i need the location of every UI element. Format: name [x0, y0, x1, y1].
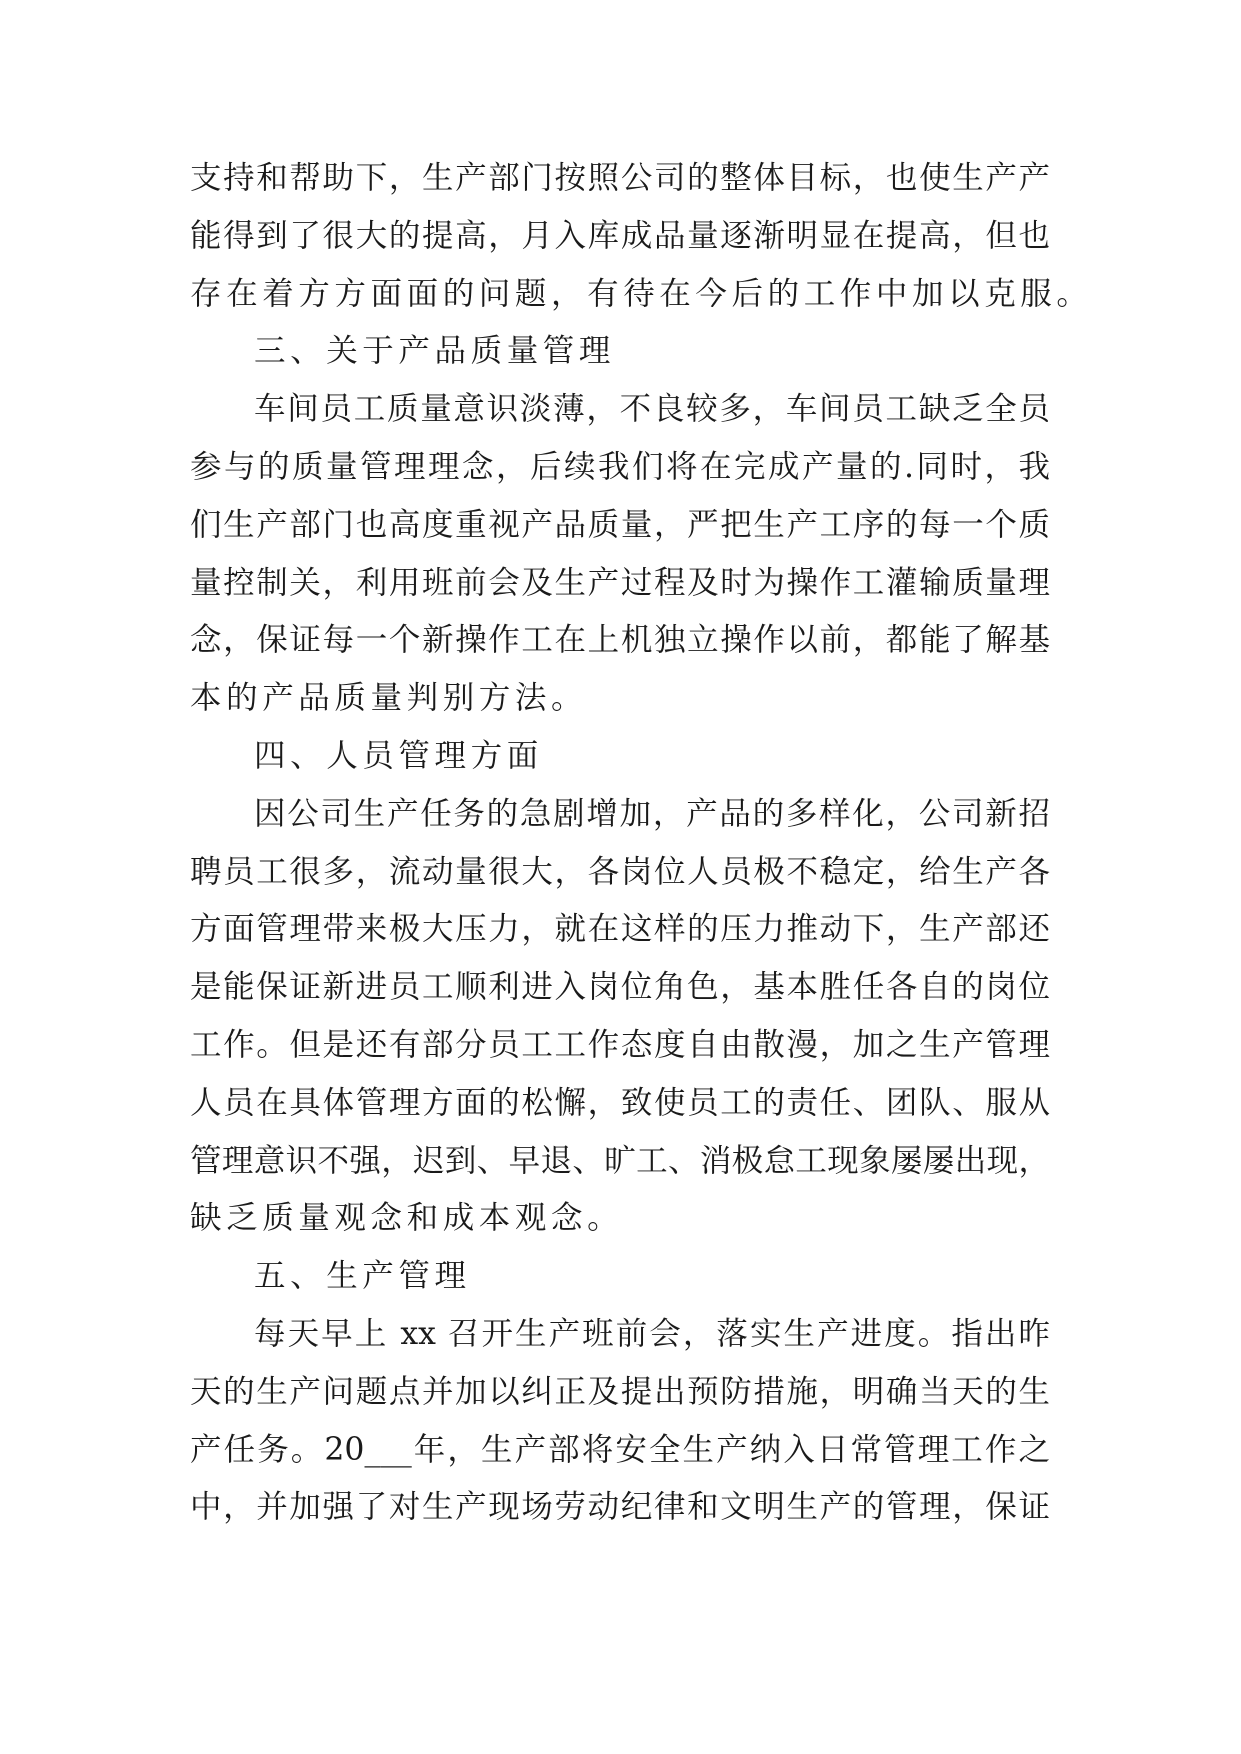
- text-line: 管理意识不强，迟到、早退、旷工、消极怠工现象屡屡出现，: [190, 1142, 1050, 1179]
- text-line: 天的生产问题点并加以纠正及提出预防措施，明确当天的生: [190, 1373, 1050, 1410]
- text-line: 缺乏质量观念和成本观念。: [190, 1200, 624, 1237]
- text-line: 每天早上 xx 召开生产班前会，落实生产进度。指出昨: [254, 1315, 1050, 1352]
- text-line: 能得到了很大的提高，月入库成品量逐渐明显在提高，但也: [190, 217, 1050, 254]
- text-line: 四、人员管理方面: [254, 737, 543, 774]
- text-line: 量控制关，利用班前会及生产过程及时为操作工灌输质量理: [190, 564, 1050, 601]
- text-line: 五、生产管理: [254, 1258, 471, 1295]
- text-line: 参与的质量管理理念，后续我们将在完成产量的.同时，我: [190, 448, 1050, 485]
- text-line: 中，并加强了对生产现场劳动纪律和文明生产的管理，保证: [190, 1489, 1050, 1526]
- text-line: 支持和帮助下，生产部门按照公司的整体目标，也使生产产: [190, 160, 1050, 196]
- document-body: [190, 150, 1093, 1537]
- text-line: 聘员工很多，流动量很大，各岗位人员极不稳定，给生产各: [190, 853, 1050, 890]
- text-line: 因公司生产任务的急剧增加，产品的多样化，公司新招: [254, 795, 1050, 832]
- text-line: 存在着方方面面的问题，有待在今后的工作中加以克服。: [190, 275, 1093, 312]
- text-line: 工作。但是还有部分员工工作态度自由散漫，加之生产管理: [190, 1026, 1050, 1063]
- text-line: 念，保证每一个新操作工在上机独立操作以前，都能了解基: [190, 622, 1050, 659]
- text-line: 本的产品质量判别方法。: [190, 680, 588, 717]
- text-line: 方面管理带来极大压力，就在这样的压力推动下，生产部还: [190, 911, 1050, 948]
- text-line: 人员在具体管理方面的松懈，致使员工的责任、团队、服从: [190, 1084, 1050, 1121]
- text-line: 是能保证新进员工顺利进入岗位角色，基本胜任各自的岗位: [190, 969, 1050, 1006]
- text-line: 产任务。20___年，生产部将安全生产纳入日常管理工作之: [190, 1431, 1050, 1468]
- text-line: 车间员工质量意识淡薄，不良较多，车间员工缺乏全员: [254, 391, 1050, 428]
- text-line: 三、关于产品质量管理: [254, 333, 616, 370]
- text-line: 们生产部门也高度重视产品质量，严把生产工序的每一个质: [190, 506, 1050, 543]
